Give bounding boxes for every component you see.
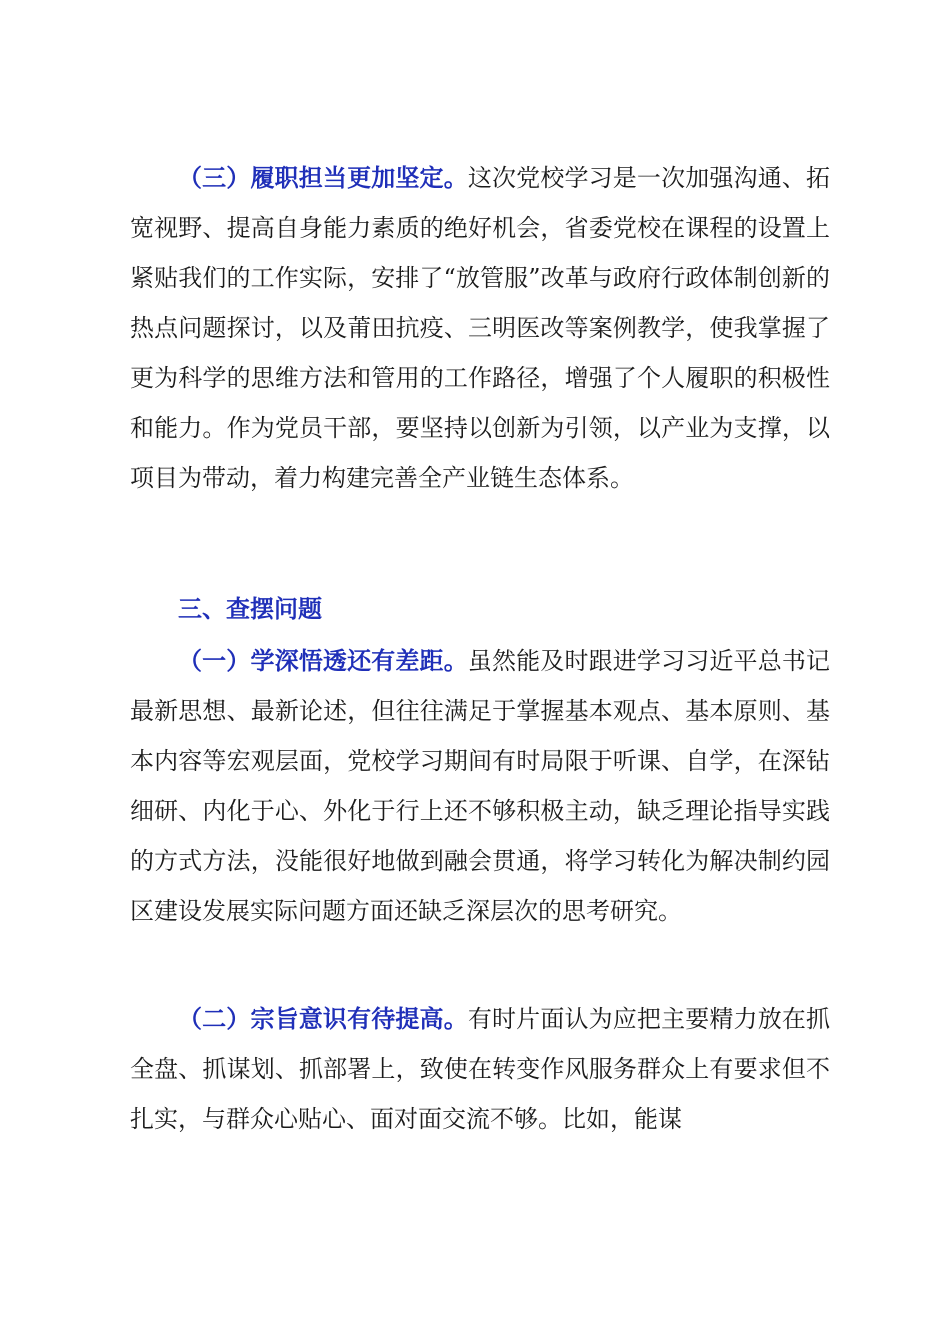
paragraph-lead: （三）履职担当更加坚定。 (178, 164, 468, 192)
paragraph-purpose-awareness (130, 994, 830, 1144)
paragraph-lead: （二）宗旨意识有待提高。 (178, 1005, 468, 1033)
paragraph-performance-duty (130, 153, 830, 503)
paragraph-study-gap (130, 636, 830, 936)
paragraph-body: 这次党校学习是一次加强沟通、拓宽视野、提高自身能力素质的绝好机会，省委党校在课程的设置上紧贴我们的工作实际，安排了“放管服”改革与政府行政体制创新的热点问题探讨，以及莆田抗疫、三明医改等案例教学，使我掌握了更为科学的思维方法和管用的工作路径，增强了个人履职的积极性和能力。作为党员干部，要坚持以创新为引领，以产业为支撑，以项目为带动，着力构建完善全产业链生态体系。 (130, 164, 831, 492)
section-heading-container (130, 584, 830, 634)
paragraph-body: 虽然能及时跟进学习习近平总书记最新思想、最新论述，但往往满足于掌握基本观点、基本原则、基本内容等宏观层面，党校学习期间有时局限于听课、自学，在深钻细研、内化于心、外化于行上还不够积极主动，缺乏理论指导实践的方式方法，没能很好地做到融会贯通，将学习转化为解决制约园区建设发展实际问题方面还缺乏深层次的思考研究。 (130, 647, 831, 925)
section-heading: 三、查摆问题 (178, 595, 322, 623)
paragraph-lead: （一）学深悟透还有差距。 (178, 647, 468, 675)
paragraph-body: 有时片面认为应把主要精力放在抓全盘、抓谋划、抓部署上，致使在转变作风服务群众上有要求但不扎实，与群众心贴心、面对面交流不够。比如，能谋 (130, 1005, 831, 1133)
